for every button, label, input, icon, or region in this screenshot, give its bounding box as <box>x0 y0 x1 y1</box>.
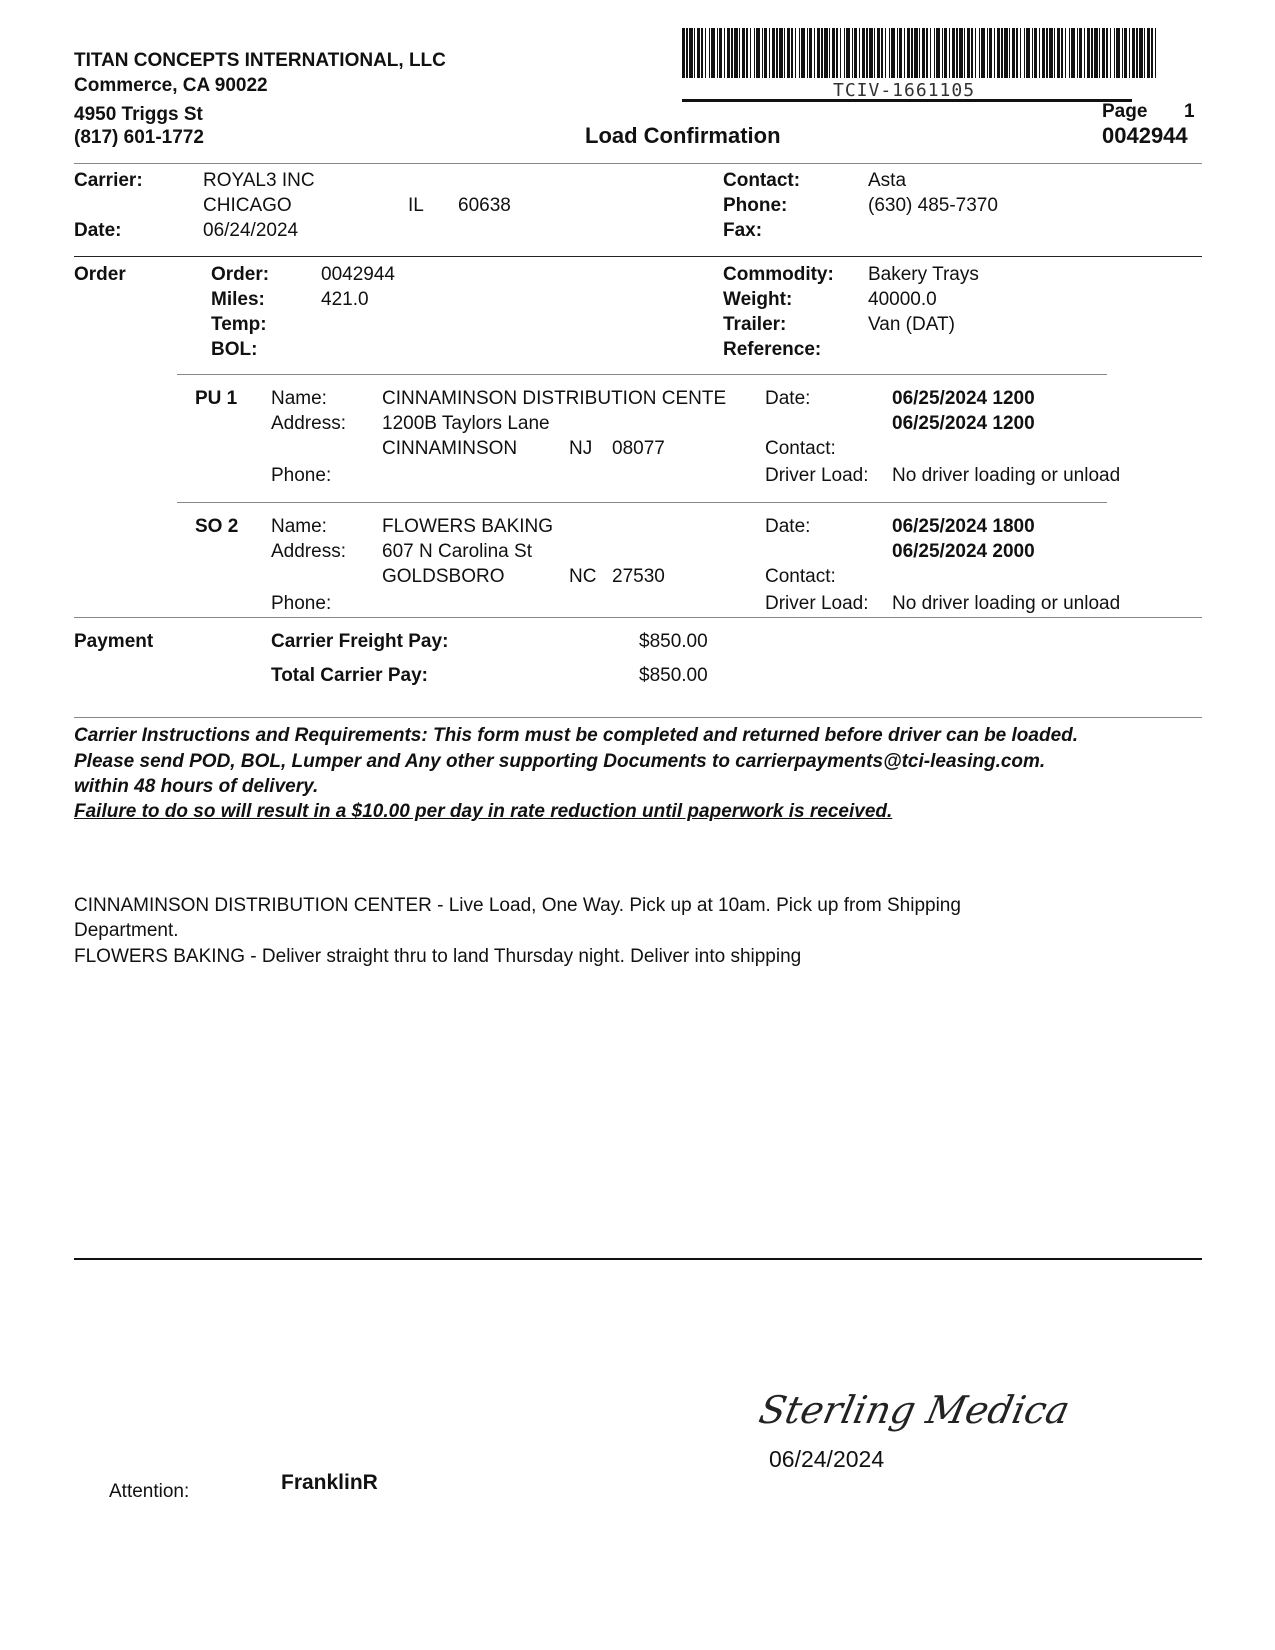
carrier-label: Carrier: <box>74 170 143 191</box>
carrier-phone-label: Phone: <box>723 195 788 216</box>
company-city-line: Commerce, CA 90022 <box>74 75 268 96</box>
attention-label: Attention: <box>109 1481 190 1502</box>
bol-label: BOL: <box>211 339 258 360</box>
attention-value: FranklinR <box>281 1471 378 1494</box>
stop-date-label: Date: <box>765 516 811 537</box>
weight-value: 40000.0 <box>868 289 937 310</box>
stop-driver-load: No driver loading or unload <box>892 593 1121 614</box>
stop-code: PU 1 <box>195 388 238 409</box>
instructions-line-1: Carrier Instructions and Requirements: This form must be completed and returned before driver can be loaded. <box>74 725 1079 746</box>
commodity-value: Bakery Trays <box>868 264 979 285</box>
stop-city: CINNAMINSON <box>382 438 518 459</box>
carrier-city: CHICAGO <box>203 195 292 216</box>
order-section-label: Order <box>74 264 126 285</box>
miles-label: Miles: <box>211 289 265 310</box>
stop-phone-label: Phone: <box>271 465 332 486</box>
weight-label: Weight: <box>723 289 793 310</box>
divider-header <box>74 163 1202 164</box>
notes-line-1: CINNAMINSON DISTRIBUTION CENTER - Live Load, One Way. Pick up at 10am. Pick up from Shipping <box>74 895 961 916</box>
divider-payment <box>74 717 1202 718</box>
order-label: Order: <box>211 264 270 285</box>
doc-title: Load Confirmation <box>585 123 781 148</box>
company-phone: (817) 601-1772 <box>74 127 204 148</box>
stop-driver-load: No driver loading or unload <box>892 465 1121 486</box>
carrier-contact-label: Contact: <box>723 170 801 191</box>
carrier-date-label: Date: <box>74 220 122 241</box>
payment-section-label: Payment <box>74 631 154 652</box>
trailer-label: Trailer: <box>723 314 787 335</box>
freight-pay-label: Carrier Freight Pay: <box>271 631 449 652</box>
page-label: Page <box>1102 101 1148 122</box>
stop-driver-load-label: Driver Load: <box>765 593 869 614</box>
divider-order <box>177 374 1107 375</box>
instructions-line-3: within 48 hours of delivery. <box>74 776 319 797</box>
miles-value: 421.0 <box>321 289 369 310</box>
page-number: 1 <box>1184 101 1195 122</box>
stop-zip: 27530 <box>612 566 665 587</box>
divider-stops <box>74 617 1202 618</box>
barcode-underline <box>682 99 1132 102</box>
carrier-zip: 60638 <box>458 195 511 216</box>
company-street: 4950 Triggs St <box>74 104 203 125</box>
freight-pay-value: $850.00 <box>639 631 708 652</box>
carrier-state: IL <box>408 195 424 216</box>
instructions-line-2: Please send POD, BOL, Lumper and Any other supporting Documents to carrierpayments@tci-leasing.com. <box>74 751 1046 772</box>
order-value: 0042944 <box>321 264 395 285</box>
stop-address-label: Address: <box>271 413 346 434</box>
divider-stop-1 <box>177 502 1107 503</box>
signature-divider <box>74 1258 1202 1260</box>
stop-contact-label: Contact: <box>765 438 836 459</box>
stop-city: GOLDSBORO <box>382 566 505 587</box>
instructions-line-4: Failure to do so will result in a $10.00 per day in rate reduction until paperwork is received. <box>74 801 893 822</box>
trailer-value: Van (DAT) <box>868 314 955 335</box>
stop-date-1: 06/25/2024 1200 <box>892 388 1035 409</box>
stop-date-1: 06/25/2024 1800 <box>892 516 1035 537</box>
carrier-fax-label: Fax: <box>723 220 763 241</box>
barcode <box>682 28 1160 78</box>
carrier-phone: (630) 485-7370 <box>868 195 998 216</box>
stop-name: CINNAMINSON DISTRIBUTION CENTE <box>382 388 727 409</box>
stop-address: 1200B Taylors Lane <box>382 413 550 434</box>
stop-state: NC <box>569 566 597 587</box>
reference-label: Reference: <box>723 339 822 360</box>
commodity-label: Commodity: <box>723 264 834 285</box>
stop-phone-label: Phone: <box>271 593 332 614</box>
company-name: TITAN CONCEPTS INTERNATIONAL, LLC <box>74 50 446 71</box>
temp-label: Temp: <box>211 314 267 335</box>
total-pay-value: $850.00 <box>639 665 708 686</box>
barcode-text: TCIV-1661105 <box>833 80 976 101</box>
stop-zip: 08077 <box>612 438 665 459</box>
stop-driver-load-label: Driver Load: <box>765 465 869 486</box>
stop-date-2: 06/25/2024 2000 <box>892 541 1035 562</box>
signature: Sterling Medica <box>755 1388 1074 1432</box>
stop-date-label: Date: <box>765 388 811 409</box>
stop-name-label: Name: <box>271 516 327 537</box>
total-pay-label: Total Carrier Pay: <box>271 665 428 686</box>
stop-state: NJ <box>569 438 593 459</box>
divider-carrier <box>74 256 1202 257</box>
stop-address-label: Address: <box>271 541 346 562</box>
stop-name-label: Name: <box>271 388 327 409</box>
header-order-number: 0042944 <box>1102 123 1188 148</box>
stop-date-2: 06/25/2024 1200 <box>892 413 1035 434</box>
notes-line-3: FLOWERS BAKING - Deliver straight thru to land Thursday night. Deliver into shipping <box>74 946 802 967</box>
carrier-name: ROYAL3 INC <box>203 170 315 191</box>
notes-line-2: Department. <box>74 920 179 941</box>
signature-date: 06/24/2024 <box>769 1446 885 1472</box>
carrier-date: 06/24/2024 <box>203 220 299 241</box>
stop-contact-label: Contact: <box>765 566 836 587</box>
stop-code: SO 2 <box>195 516 239 537</box>
stop-name: FLOWERS BAKING <box>382 516 554 537</box>
stop-address: 607 N Carolina St <box>382 541 532 562</box>
carrier-contact: Asta <box>868 170 907 191</box>
